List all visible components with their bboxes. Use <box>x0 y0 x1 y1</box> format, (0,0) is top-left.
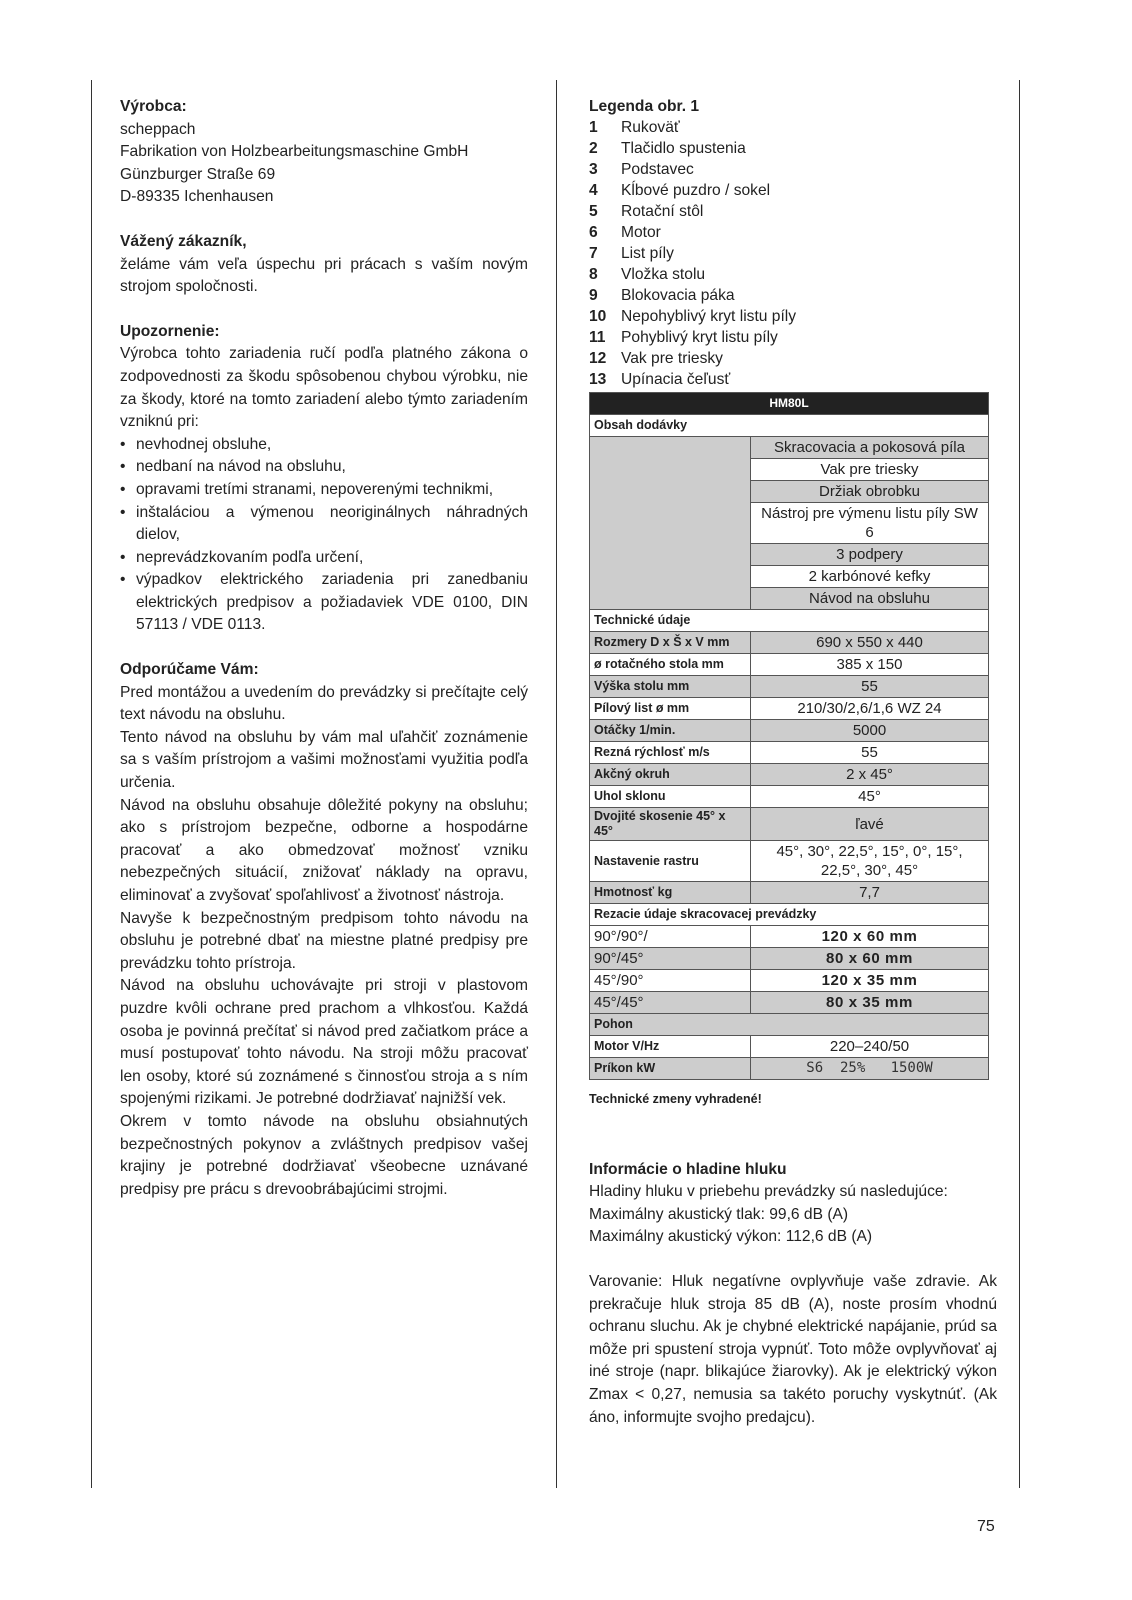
recommend-paragraph: Okrem v tomto návode na obsluhu obsiahnutých bezpečnostných pokynov a zvláštnych predpisov vašej krajiny je potrebné dodržiavať všeobecne uznávané predpisy pre prácu s drevoobrábajúcimi strojmi. <box>120 1112 528 1198</box>
legend-number: 8 <box>589 266 598 283</box>
left-column <box>120 96 528 1201</box>
bullet-item: • neprevádzkovaním podľa určení, <box>120 547 528 570</box>
spec-value: 2 x 45° <box>751 764 989 786</box>
manufacturer-heading: Výrobca: <box>120 98 187 115</box>
legend-label: Pohyblivý kryt listu píly <box>621 329 778 346</box>
legend-label: Upínacia čeľusť <box>621 371 731 388</box>
section-row <box>590 1014 989 1036</box>
table-row <box>590 992 989 1014</box>
legend-number: 10 <box>589 308 607 325</box>
cut-angle: 45°/45° <box>590 992 751 1014</box>
legend-item <box>589 180 997 201</box>
cut-value: 80 x 35 mm <box>751 992 989 1014</box>
section-row <box>590 415 989 437</box>
scope-item: 2 karbónové kefky <box>751 566 989 588</box>
spec-value: 45°, 30°, 22,5°, 15°, 0°, 15°, 22,5°, 30°, 45° <box>751 841 989 882</box>
legend-number: 13 <box>589 371 607 388</box>
spec-label: Rozmery D x Š x V mm <box>590 632 751 654</box>
spec-label: ø rotačného stola mm <box>590 654 751 676</box>
notice-text: Výrobca tohto zariadenia ručí podľa platného zákona o zodpovednosti za škodu spôsobenou chybou výrobku, nie za škody, ktoré na tomto zariadení alebo týmto zariadením vzniknú pri: <box>120 345 528 431</box>
legend-item <box>589 159 997 180</box>
cut-angle: 90°/90°/ <box>590 926 751 948</box>
spec-value: 385 x 150 <box>751 654 989 676</box>
noise-warning: Varovanie: Hluk negatívne ovplyvňuje vaše zdravie. Ak prekračuje hluk stroja 85 dB (A), noste prosím vhodnú ochranu sluchu. Ak je chybné elektrické napájanie, prúd sa môže pri spustení stroja vypnúť. Toto môže ovplyvňovať aj iné stroje (napr. blikajúce žiarovky). Ak je elektrický výkon Zmax < 0,27, nemusia sa takéto poruchy vyskytnúť. (Ak áno, informujte svojho predajcu). <box>589 1272 997 1426</box>
legend-item <box>589 243 997 264</box>
spec-value: 55 <box>751 676 989 698</box>
legend-number: 2 <box>589 140 598 157</box>
legend-number: 12 <box>589 350 607 367</box>
table-row <box>590 1058 989 1080</box>
tech-heading: Technické údaje <box>590 610 989 632</box>
noise-line: Maximálny akustický výkon: 112,6 dB (A) <box>589 1228 873 1246</box>
spec-value: 220–240/50 <box>751 1036 989 1058</box>
spec-value: 55 <box>751 742 989 764</box>
bullet-item: • opravami tretími stranami, nepoverenými technikmi, <box>120 479 528 502</box>
center-column-rule <box>556 80 557 1488</box>
table-header-row <box>590 393 989 415</box>
spec-label: Otáčky 1/min. <box>590 720 751 742</box>
legend-number: 3 <box>589 161 598 178</box>
scope-heading: Obsah dodávky <box>590 415 989 437</box>
scope-item: Nástroj pre výmenu listu píly SW 6 <box>751 503 989 544</box>
legend-label: Podstavec <box>621 161 694 178</box>
left-margin-rule <box>91 80 92 1488</box>
page-number: 75 <box>977 1518 995 1535</box>
spec-value: 7,7 <box>751 882 989 904</box>
legend-item <box>589 117 997 138</box>
table-row <box>590 676 989 698</box>
legend-label: Vak pre triesky <box>621 350 723 367</box>
customer-text: želáme vám veľa úspechu pri prácach s vaším novým strojom spoločnosti. <box>120 255 528 296</box>
spec-value: ľavé <box>751 808 989 841</box>
cut-value: 120 x 35 mm <box>751 970 989 992</box>
spec-value: 45° <box>751 786 989 808</box>
scope-spacer-cell <box>590 437 751 610</box>
spec-label: Dvojité skosenie 45° x 45° <box>590 808 751 841</box>
tech-changes-note: Technické zmeny vyhradené! <box>589 1092 762 1106</box>
legend-item <box>589 327 997 348</box>
spec-label: Nastavenie rastru <box>590 841 751 882</box>
address-line: D-89335 Ichenhausen <box>120 188 274 206</box>
table-row <box>590 926 989 948</box>
noise-line: Maximálny akustický tlak: 99,6 dB (A) <box>589 1205 849 1223</box>
legend-label: Kĺbové puzdro / sokel <box>621 182 771 199</box>
manufacturer-address <box>120 119 528 209</box>
legend-label: Motor <box>621 224 661 241</box>
scope-item: Držiak obrobku <box>751 481 989 503</box>
table-row <box>590 1036 989 1058</box>
legend-list <box>589 117 997 390</box>
spec-value: 210/30/2,6/1,6 WZ 24 <box>751 698 989 720</box>
legend-label: Tlačidlo spustenia <box>621 140 746 157</box>
table-row <box>590 437 989 459</box>
table-row <box>590 654 989 676</box>
scope-item: Návod na obsluhu <box>751 588 989 610</box>
table-row <box>590 764 989 786</box>
legend-item <box>589 348 997 369</box>
right-margin-rule <box>1019 80 1020 1488</box>
legend-label: Rukoväť <box>621 119 680 136</box>
cut-angle: 90°/45° <box>590 948 751 970</box>
legend-label: Blokovacia páka <box>621 287 735 304</box>
scope-item: Skracovacia a pokosová píla <box>751 437 989 459</box>
section-row <box>590 610 989 632</box>
legend-number: 5 <box>589 203 598 220</box>
legend-item <box>589 201 997 222</box>
table-row <box>590 841 989 882</box>
spec-label: Výška stolu mm <box>590 676 751 698</box>
table-row <box>590 786 989 808</box>
bullet-item: • nevhodnej obsluhe, <box>120 434 528 457</box>
spec-label: Príkon kW <box>590 1058 751 1080</box>
table-row <box>590 948 989 970</box>
table-row <box>590 742 989 764</box>
legend-heading: Legenda obr. 1 <box>589 98 700 115</box>
legend-label: Nepohyblivý kryt listu píly <box>621 308 797 325</box>
address-line: scheppach <box>120 120 196 138</box>
spec-table <box>589 392 989 1080</box>
scope-item: 3 podpery <box>751 544 989 566</box>
cut-value: 80 x 60 mm <box>751 948 989 970</box>
legend-item <box>589 222 997 243</box>
table-row <box>590 632 989 654</box>
recommend-paragraph: Navyše k bezpečnostným predpisom tohto návodu na obsluhu je potrebné dbať na miestne platné predpisy pre prevádzku tohto prístroja. <box>120 909 528 972</box>
spec-label: Pílový list ø mm <box>590 698 751 720</box>
legend-item <box>589 369 997 390</box>
legend-number: 11 <box>589 329 606 346</box>
model-name: HM80L <box>590 393 989 415</box>
customer-heading: Vážený zákazník, <box>120 232 247 250</box>
cut-heading: Rezacie údaje skracovacej prevádzky <box>590 904 989 926</box>
drive-heading: Pohon <box>590 1014 989 1036</box>
spec-value: 690 x 550 x 440 <box>751 632 989 654</box>
legend-number: 4 <box>589 182 598 199</box>
recommend-paragraph: Tento návod na obsluhu by vám mal uľahčiť zoznámenie sa s vaším prístrojom a vašimi možnosťami využitia podľa určenia. <box>120 728 528 792</box>
legend-number: 6 <box>589 224 598 241</box>
section-row <box>590 904 989 926</box>
spec-value: 5000 <box>751 720 989 742</box>
spec-label: Motor V/Hz <box>590 1036 751 1058</box>
spec-label: Hmotnosť kg <box>590 882 751 904</box>
table-row <box>590 970 989 992</box>
bullet-item: • nedbaní na návod na obsluhu, <box>120 456 528 479</box>
spec-label: Akčný okruh <box>590 764 751 786</box>
address-line: Günzburger Straße 69 <box>120 165 276 183</box>
legend-number: 9 <box>589 287 598 304</box>
legend-item <box>589 306 997 327</box>
legend-number: 1 <box>589 119 598 136</box>
bullet-item: • inštaláciou a výmenou neoriginálnych náhradných dielov, <box>120 502 528 547</box>
legend-number: 7 <box>589 245 598 262</box>
table-row <box>590 882 989 904</box>
notice-heading: Upozornenie: <box>120 322 220 340</box>
spec-label: Rezná rýchlosť m/s <box>590 742 751 764</box>
bullet-item: • výpadkov elektrického zariadenia pri zanedbaniu elektrických predpisov a požiadaviek VDE 0100, DIN 57113 / VDE 0113. <box>120 569 528 637</box>
table-row <box>590 720 989 742</box>
legend-label: List píly <box>621 245 674 262</box>
spec-label: Uhol sklonu <box>590 786 751 808</box>
right-column <box>589 96 997 1429</box>
table-row <box>590 698 989 720</box>
legend-item <box>589 285 997 306</box>
cut-value: 120 x 60 mm <box>751 926 989 948</box>
noise-heading: Informácie o hladine hluku <box>589 1160 787 1178</box>
scope-item: Vak pre triesky <box>751 459 989 481</box>
noise-line: Hladiny hluku v priebehu prevádzky sú nasledujúce: <box>589 1183 948 1201</box>
legend-item <box>589 138 997 159</box>
recommend-paragraph: Pred montážou a uvedením do prevádzky si prečítajte celý text návodu na obsluhu. <box>120 683 528 724</box>
table-row <box>590 808 989 841</box>
address-line: Fabrikation von Holzbearbeitungsmaschine GmbH <box>120 143 469 161</box>
recommend-paragraph: Návod na obsluhu uchovávajte pri stroji v plastovom puzdre kvôli ochrane pred prachom a vlhkosťou. Každá osoba je povinná prečítať si návod pred začiatkom práce a musí postupovať tohto návodu. Na stroji môžu pracovať len osoby, ktoré sú zoznámené s činnosťou stroja a s ním spojenými rizikami. Je potrebné dodržiavať najnižší vek. <box>120 977 528 1108</box>
spec-value: S6 25% 1500W <box>751 1058 989 1080</box>
recommend-paragraph: Návod na obsluhu obsahuje dôležité pokyny na obsluhu; ako s prístrojom bezpečne, odborne a hospodárne pracovať a ako obmedzovať možnosť vzniku nebezpečných situácií, znižovať náklady na opravu, eliminovať a zvyšovať spoľahlivosť a životnosť nástroja. <box>120 796 528 904</box>
legend-label: Rotační stôl <box>621 203 704 220</box>
cut-angle: 45°/90° <box>590 970 751 992</box>
recommend-heading: Odporúčame Vám: <box>120 661 259 679</box>
notice-bullet-list <box>120 434 528 637</box>
legend-label: Vložka stolu <box>621 266 706 283</box>
legend-item <box>589 264 997 285</box>
